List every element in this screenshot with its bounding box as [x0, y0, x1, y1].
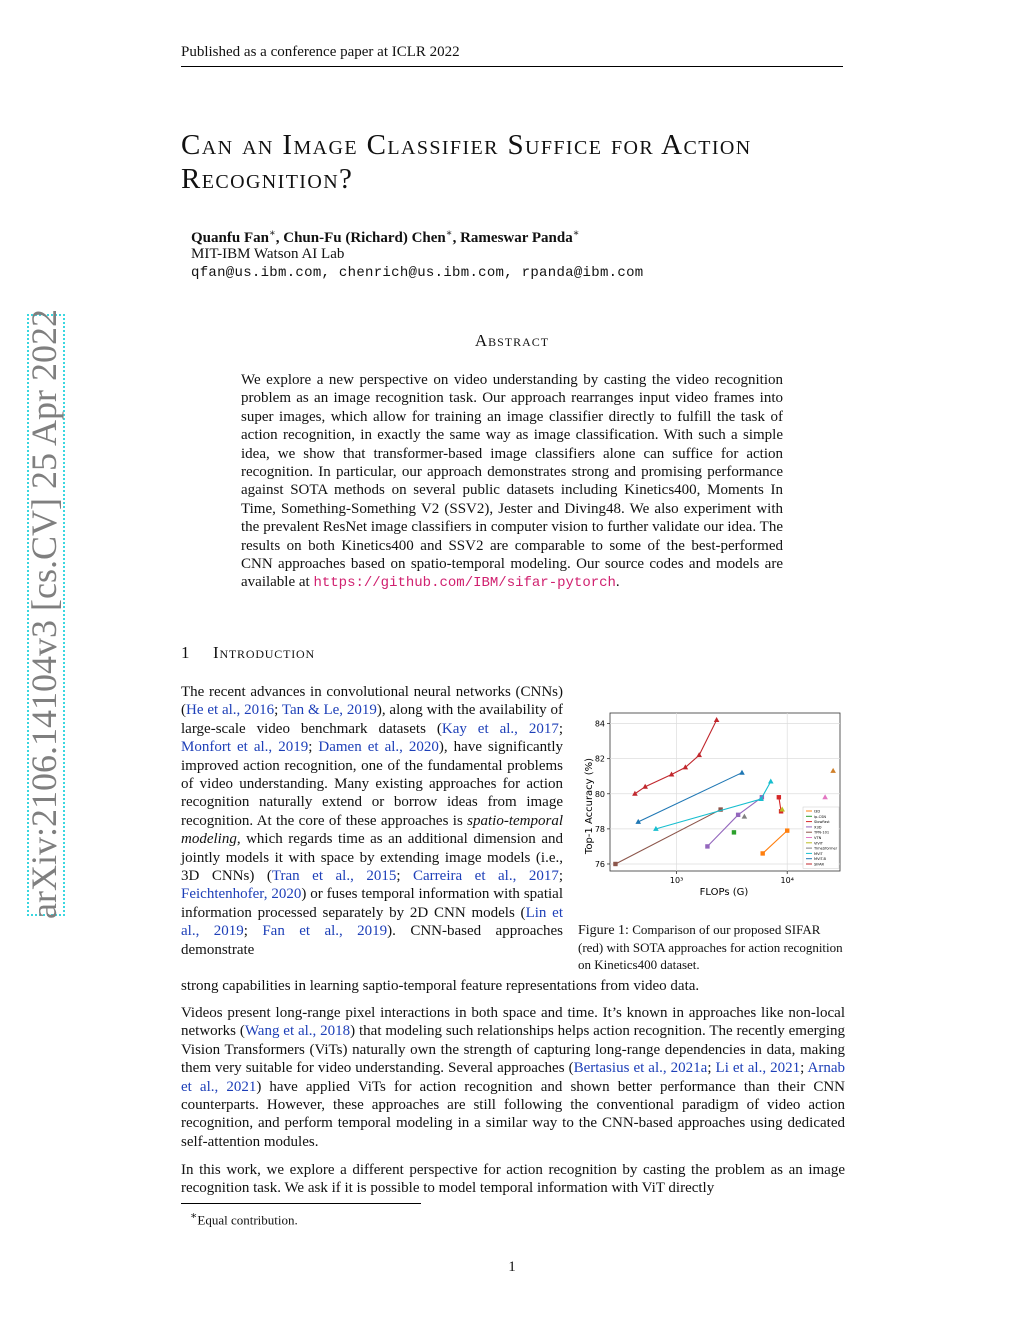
chart-legend: [803, 807, 839, 868]
citation-link[interactable]: Carreira et al., 2017: [413, 868, 559, 885]
x-tick-label: 10⁴: [780, 876, 794, 885]
y-tick-label: 80: [594, 789, 605, 799]
data-point: [777, 795, 781, 799]
legend-label: ViViT: [814, 841, 823, 846]
legend-label: I3D: [814, 809, 821, 814]
data-point: [785, 828, 789, 832]
citation-link[interactable]: Wang et al., 2018: [244, 1023, 351, 1040]
text: ) have applied ViTs for action recognition and shown better performance than their CNN counterparts. However, these approaches are still following the conventional paradigm of video action recognition, and perform temporal modeling in a similar way to the CNN-based approaches using dedicated self-attention modules.: [181, 1078, 845, 1150]
intro-paragraph-1-tail: strong capabilities in learning saptio-temporal feature representations from video data.: [181, 978, 700, 994]
legend-label: MViT-B: [814, 857, 826, 862]
legend-label: X3D: [814, 825, 822, 830]
section-number: 1: [181, 643, 191, 662]
code-link[interactable]: https://github.com/IBM/sifar-pytorch: [313, 575, 616, 592]
legend-label: TPN-101: [814, 830, 830, 835]
author-mark: ∗: [572, 228, 580, 239]
legend-label: SlowFast: [814, 820, 830, 825]
citation-link[interactable]: He et al., 2016: [186, 702, 275, 719]
arxiv-stamp: arXiv:2106.14104v3 [cs.CV] 25 Apr 2022: [24, 309, 64, 919]
affiliation: MIT-IBM Watson AI Lab: [191, 246, 345, 262]
section-heading: [181, 643, 315, 663]
intro-paragraph-2: [181, 1004, 845, 1151]
author-name: Rameswar Panda: [460, 230, 573, 246]
footnote-mark: ∗: [190, 1210, 198, 1222]
citation-link[interactable]: Tan & Le, 2019: [281, 702, 377, 719]
y-tick-label: 84: [594, 719, 605, 729]
citation-link[interactable]: Bertasius et al., 2021a: [573, 1060, 708, 1077]
text: ). CNN-based approaches demonstrate: [181, 923, 564, 958]
running-header: Published as a conference paper at ICLR 2022: [181, 44, 460, 60]
data-point: [760, 851, 764, 855]
citation-link[interactable]: Feichtenhofer, 2020: [181, 886, 302, 903]
figure-1-chart: [574, 705, 846, 915]
author-name: Quanfu Fan: [191, 230, 269, 246]
data-point: [732, 830, 736, 834]
y-tick-label: 76: [594, 859, 605, 869]
legend-label: SIFAR: [814, 862, 825, 867]
citation-link[interactable]: Tran et al., 2015: [271, 868, 397, 885]
author-mark: ∗: [445, 228, 453, 239]
intro-paragraph-1: [181, 683, 563, 959]
authors: Quanfu Fan∗, Chun-Fu (Richard) Chen∗, Rameswar Panda∗: [191, 228, 580, 246]
legend-label: VTN: [814, 836, 822, 840]
figure-1-caption: [578, 921, 846, 973]
author-name: Chun-Fu (Richard) Chen: [283, 230, 446, 246]
data-point: [736, 813, 740, 817]
citation-link[interactable]: Monfort et al., 2019: [181, 739, 309, 756]
abstract-heading: Abstract: [474, 331, 550, 350]
paper-title: Can an Image Classifier Suffice for Action Recognition?: [181, 129, 752, 195]
text: ;: [558, 720, 563, 737]
footnote-text: Equal contribution.: [197, 1212, 298, 1228]
series-ip-csn: [732, 830, 736, 834]
y-tick-label: 78: [594, 824, 605, 834]
citation-link[interactable]: Kay et al., 2017: [441, 720, 559, 737]
data-point: [613, 862, 617, 866]
page-number: 1: [508, 1259, 516, 1275]
x-tick-label: 10³: [669, 876, 684, 885]
text: ) or fuses temporal information with spatial information processed separately by 2D CNN models (: [181, 886, 563, 921]
text: ;: [800, 1060, 808, 1077]
y-tick-label: 82: [594, 754, 605, 764]
footnote: [190, 1209, 298, 1228]
legend-label: TimeSformer: [814, 846, 838, 851]
author-emails: qfan@us.ibm.com, chenrich@us.ibm.com, rpanda@ibm.com: [191, 265, 644, 281]
text: Videos present long-range pixel interactions in both space and time. It’s known in approaches like non-local networks (: [181, 1005, 845, 1040]
x-axis-label: FLOPs (G): [699, 887, 749, 898]
text: ), along with the availability of large-scale video benchmark datasets (: [181, 702, 564, 737]
caption-text: Comparison of our proposed SIFAR (red) with SOTA approaches for action recognition on Kinetics400 dataset.: [578, 922, 843, 972]
y-axis-label: Top-1 Accuracy (%): [584, 757, 595, 855]
x-axis-ticks: [670, 871, 794, 885]
emphasis: spatio-temporal modeling: [181, 812, 563, 848]
text: ;: [396, 868, 414, 885]
figure-label: Figure 1:: [578, 923, 629, 938]
citation-link[interactable]: Damen et al., 2020: [318, 739, 439, 756]
header-rule: [181, 66, 843, 67]
author-mark: ∗: [268, 228, 276, 239]
section-title: Introduction: [213, 643, 315, 662]
text: ;: [707, 1060, 716, 1077]
legend-label: MViT: [814, 851, 823, 856]
citation-link[interactable]: Arnab et al., 2021: [181, 1060, 845, 1095]
footnote-rule: [181, 1203, 421, 1204]
text: ;: [308, 739, 319, 756]
text: , which regards time as an additional dimension and jointly models it with space by extending image models (i.e., 3D CNNs) (: [181, 831, 563, 885]
citation-link[interactable]: Fan et al., 2019: [262, 923, 388, 940]
abstract-body: We explore a new perspective on video understanding by casting the video recognition problem as an image recognition task. Our approach rearranges input video frames into super images, which allow for training an image classifier directly to fulfill the task of action recognition, in exactly the same way as image classification. With such a simple idea, we show that transformer-based image classifiers alone can suffice for action recognition. In particular, our approach demonstrates strong and promising performance against SOTA methods on several public datasets including Kinetics400, Moments In Time, Something-Something V2 (SSV2), Jester and Diving48. We also experiment with the prevalent ResNet image classifiers in computer vision to further validate our idea. The results on both Kinetics400 and SSV2 are comparable to some of the best-performed CNN approaches based on spatio-temporal modeling. Our source codes and models are available at https://github.com/IBM/sifar-pytorch.: [241, 372, 783, 592]
y-axis-ticks: [595, 720, 610, 869]
text: ;: [558, 868, 563, 885]
citation-link[interactable]: Lin et al., 2019: [181, 904, 563, 940]
text: ;: [274, 702, 282, 719]
text: ) that modeling such relationships helps action recognition. The recently emerging Vision Transformers (ViTs) naturally own the strength of capturing long-range dependencies in data, making them very suitable for video understanding. Several approaches (: [181, 1023, 846, 1077]
data-point: [705, 844, 709, 848]
text: ;: [243, 923, 263, 940]
text: The recent advances in convolutional neural networks (CNNs) (: [181, 684, 563, 719]
abstract-text: We explore a new perspective on video understanding by casting the video recognition problem as an image recognition task. Our approach rearranges input video frames into super images, which allow for training an image classifier directly to fulfill the task of action recognition, in exactly the same way as image classification. With such a simple idea, we show that transformer-based image classifiers alone can suffice for action recognition. In particular, our approach demonstrates strong and promising performance against SOTA methods on several public datasets including Kinetics400, Moments In Time, Something-Something V2 (SSV2), Jester and Diving48. We also experiment with the prevalent ResNet image classifiers in computer vision to further validate our idea. The results on both Kinetics400 and SSV2 are comparable to some of the best-performed CNN approaches based on spatio-temporal modeling. Our source codes and models are available at: [241, 372, 783, 591]
text: ), have significantly improved action recognition, one of the fundamental problems of video understanding. Many existing approaches for action recognition naturally extend or borrow ideas from image recognition. At the core of these approaches is: [181, 739, 564, 829]
legend-label: ip-CSN: [814, 814, 827, 819]
citation-link[interactable]: Li et al., 2021: [715, 1060, 801, 1077]
intro-paragraph-3: In this work, we explore a different perspective for action recognition by casting the problem as an image recognition task. We ask if it is possible to model temporal information with ViT directly: [181, 1162, 845, 1197]
